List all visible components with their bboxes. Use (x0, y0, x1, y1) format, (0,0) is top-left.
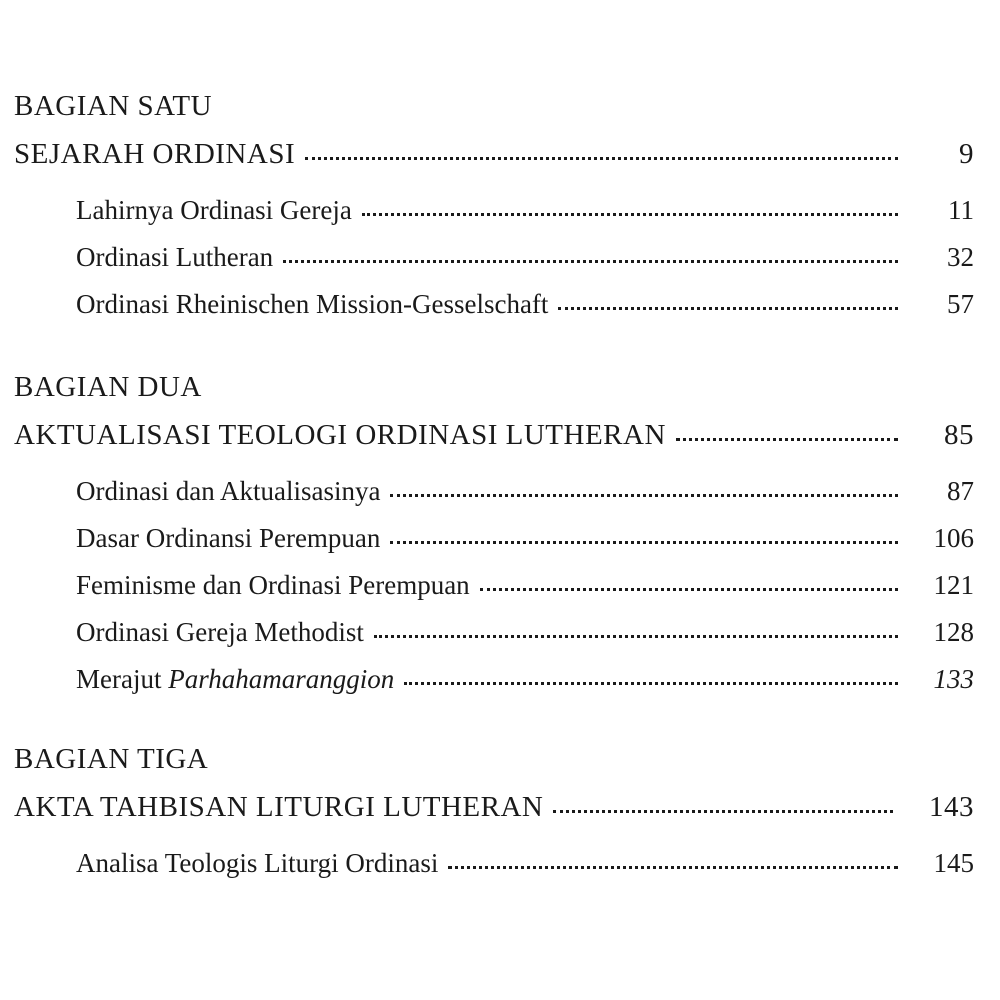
entry-title: SEJARAH ORDINASI (14, 138, 296, 170)
toc-entry[interactable] (76, 478, 974, 505)
entry-title: Ordinasi Lutheran (76, 242, 274, 272)
toc-entry[interactable] (76, 619, 974, 646)
entry-page-number: 128 (933, 617, 974, 647)
entry-page-number: 121 (933, 570, 974, 600)
dot-leader (390, 490, 898, 497)
dot-leader (676, 434, 898, 441)
dot-leader (558, 303, 898, 310)
entry-page-number: 32 (947, 242, 974, 272)
dot-leader (553, 806, 893, 813)
entry-title: Ordinasi dan Aktualisasinya (76, 476, 381, 506)
entry-title: AKTA TAHBISAN LITURGI LUTHERAN (14, 791, 544, 823)
entry-title: Lahirnya Ordinasi Gereja (76, 195, 352, 225)
dot-leader (480, 584, 898, 591)
entry-page-number: 9 (959, 138, 974, 170)
entry-title-italic: Parhahamaranggion (168, 664, 395, 694)
entry-title: Dasar Ordinansi Perempuan (76, 523, 381, 553)
entry-page-number: 143 (929, 791, 974, 823)
part-label-2: BAGIAN DUA (14, 371, 202, 403)
part-label-1: BAGIAN SATU (14, 90, 213, 122)
dot-leader (404, 678, 897, 685)
entry-title: Analisa Teologis Liturgi Ordinasi (76, 848, 439, 878)
entry-page-number: 106 (933, 523, 974, 553)
entry-page-number: 57 (947, 289, 974, 319)
entry-title: Ordinasi Gereja Methodist (76, 617, 364, 647)
toc-entry[interactable] (76, 572, 974, 599)
entry-title: Feminisme dan Ordinasi Perempuan (76, 570, 470, 600)
dot-leader (362, 209, 898, 216)
toc-entry[interactable] (76, 244, 974, 271)
toc-entry[interactable] (76, 525, 974, 552)
dot-leader (283, 256, 898, 263)
entry-page-number: 87 (947, 476, 974, 506)
dot-leader (448, 862, 897, 869)
dot-leader (305, 153, 898, 160)
toc-entry-major[interactable] (14, 421, 974, 450)
entry-page-number: 133 (933, 664, 974, 694)
entry-page-number: 11 (948, 195, 974, 225)
toc-entry[interactable] (76, 291, 974, 318)
entry-page-number: 85 (944, 419, 974, 451)
entry-title: AKTUALISASI TEOLOGI ORDINASI LUTHERAN (14, 419, 666, 451)
entry-title: Ordinasi Rheinischen Mission-Gesselschaft (76, 289, 549, 319)
toc-entry[interactable] (76, 197, 974, 224)
toc-entry-major[interactable] (14, 140, 974, 169)
dot-leader (390, 537, 897, 544)
entry-title-prefix: Merajut (76, 664, 162, 694)
toc-entry-major[interactable] (14, 793, 974, 822)
dot-leader (374, 631, 898, 638)
part-label-3: BAGIAN TIGA (14, 743, 209, 775)
toc-entry[interactable] (76, 666, 974, 693)
entry-page-number: 145 (933, 848, 974, 878)
toc-entry[interactable] (76, 850, 974, 877)
entry-title (76, 666, 394, 693)
